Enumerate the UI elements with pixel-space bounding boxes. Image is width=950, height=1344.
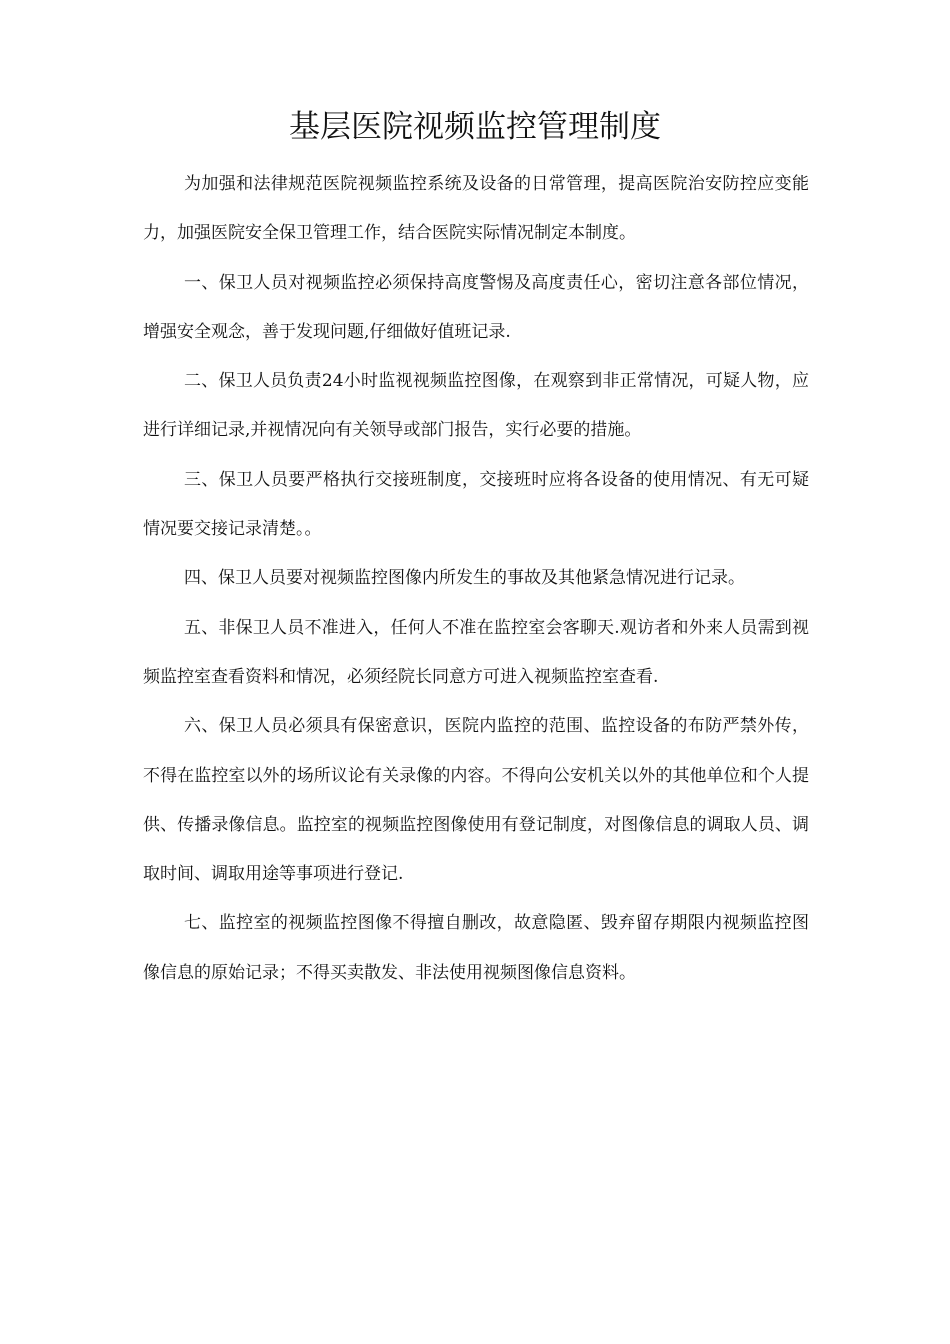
document-body [143,160,809,998]
paragraph-rule-6: 六、保卫人员必须具有保密意识，医院内监控的范围、监控设备的布防严禁外传，不得在监控室以外的场所议论有关录像的内容。不得向公安机关以外的其他单位和个人提供、传播录像信息。监控室的视频监控图像使用有登记制度，对图像信息的调取人员、调取时间、调取用途等事项进行登记. [143,716,809,885]
paragraph-intro: 为加强和法律规范医院视频监控系统及设备的日常管理，提高医院治安防控应变能力，加强医院安全保卫管理工作，结合医院实际情况制定本制度。 [143,174,809,244]
paragraph-rule-3: 三、保卫人员要严格执行交接班制度，交接班时应将各设备的使用情况、有无可疑情况要交接记录清楚。。 [143,469,809,540]
paragraph-rule-7: 七、监控室的视频监控图像不得擅自删改，故意隐匿、毁弃留存期限内视频监控图像信息的原始记录；不得买卖散发、非法使用视频图像信息资料。 [143,913,809,983]
paragraph-rule-5: 五、非保卫人员不准进入，任何人不准在监控室会客聊天.观访者和外来人员需到视频监控室查看资料和情况，必须经院长同意方可进入视频监控室查看. [143,617,809,687]
paragraph-rule-1: 一、保卫人员对视频监控必须保持高度警惕及高度责任心，密切注意各部位情况，增强安全观念，善于发现问题,仔细做好值班记录. [143,272,809,342]
document-title: 基层医院视频监控管理制度 [289,109,661,145]
paragraph-rule-2: 二、保卫人员负责24小时监视视频监控图像，在观察到非正常情况，可疑人物，应进行详细记录,并视情况向有关领导或部门报告，实行必要的措施。 [143,371,809,441]
paragraph-rule-4: 四、保卫人员要对视频监控图像内所发生的事故及其他紧急情况进行记录。 [184,568,745,589]
